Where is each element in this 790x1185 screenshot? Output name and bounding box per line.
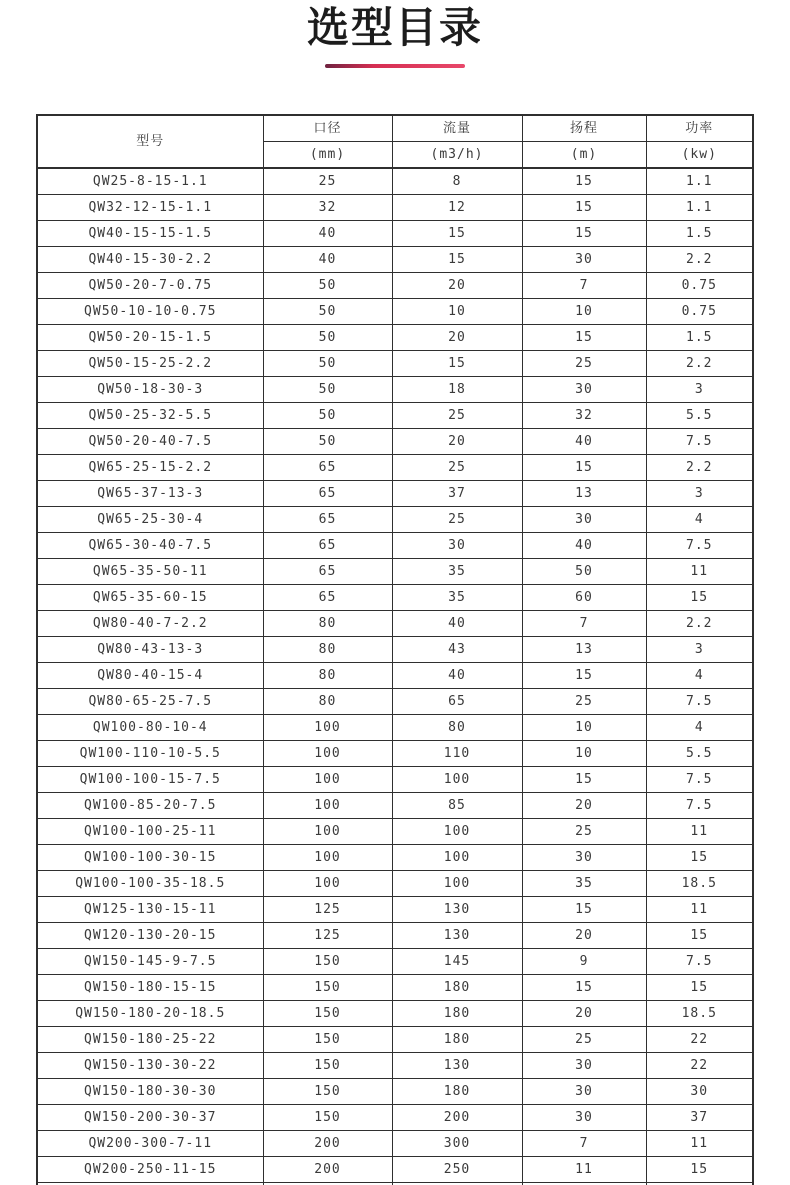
table-row xyxy=(37,975,753,1001)
cell-power: 0.75 xyxy=(646,273,753,299)
cell-model: QW100-110-10-5.5 xyxy=(37,741,263,767)
table-row xyxy=(37,1001,753,1027)
table-row xyxy=(37,923,753,949)
cell-diameter: 100 xyxy=(263,715,392,741)
cell-diameter: 100 xyxy=(263,767,392,793)
cell-head: 30 xyxy=(522,845,646,871)
cell-head: 15 xyxy=(522,663,646,689)
table-row xyxy=(37,481,753,507)
cell-diameter: 65 xyxy=(263,507,392,533)
cell-power: 2.2 xyxy=(646,351,753,377)
column-unit-head: (m) xyxy=(522,142,646,169)
cell-model: QW100-100-25-11 xyxy=(37,819,263,845)
cell-model: QW150-180-15-15 xyxy=(37,975,263,1001)
cell-diameter: 150 xyxy=(263,949,392,975)
cell-model: QW65-37-13-3 xyxy=(37,481,263,507)
table-row xyxy=(37,793,753,819)
cell-power: 3 xyxy=(646,637,753,663)
cell-power: 22 xyxy=(646,1053,753,1079)
table-row xyxy=(37,429,753,455)
cell-head: 11 xyxy=(522,1157,646,1183)
table-row xyxy=(37,689,753,715)
cell-head: 25 xyxy=(522,351,646,377)
cell-model: QW200-250-11-15 xyxy=(37,1157,263,1183)
cell-head: 10 xyxy=(522,299,646,325)
cell-diameter: 80 xyxy=(263,611,392,637)
cell-model: QW125-130-15-11 xyxy=(37,897,263,923)
cell-diameter: 65 xyxy=(263,559,392,585)
table-row xyxy=(37,897,753,923)
cell-power: 11 xyxy=(646,1131,753,1157)
column-header-flow: 流量 xyxy=(392,115,522,142)
cell-head: 15 xyxy=(522,168,646,195)
cell-flow: 100 xyxy=(392,871,522,897)
cell-head: 15 xyxy=(522,455,646,481)
cell-model: QW150-180-25-22 xyxy=(37,1027,263,1053)
cell-diameter: 150 xyxy=(263,975,392,1001)
cell-model: QW65-35-60-15 xyxy=(37,585,263,611)
cell-head: 7 xyxy=(522,1131,646,1157)
cell-power: 11 xyxy=(646,819,753,845)
cell-power: 1.1 xyxy=(646,168,753,195)
column-header-diameter: 口径 xyxy=(263,115,392,142)
cell-power: 11 xyxy=(646,897,753,923)
table-row xyxy=(37,819,753,845)
cell-head: 30 xyxy=(522,1053,646,1079)
cell-diameter: 125 xyxy=(263,923,392,949)
cell-power: 0.75 xyxy=(646,299,753,325)
table-row xyxy=(37,1053,753,1079)
cell-power: 7.5 xyxy=(646,793,753,819)
cell-power: 15 xyxy=(646,1157,753,1183)
cell-head: 30 xyxy=(522,1079,646,1105)
table-row xyxy=(37,325,753,351)
cell-power: 7.5 xyxy=(646,949,753,975)
cell-head: 15 xyxy=(522,325,646,351)
cell-head: 7 xyxy=(522,611,646,637)
cell-flow: 15 xyxy=(392,247,522,273)
cell-diameter: 25 xyxy=(263,168,392,195)
cell-model: QW150-180-30-30 xyxy=(37,1079,263,1105)
cell-head: 7 xyxy=(522,273,646,299)
cell-power: 4 xyxy=(646,663,753,689)
cell-power: 5.5 xyxy=(646,741,753,767)
cell-head: 25 xyxy=(522,689,646,715)
cell-diameter: 50 xyxy=(263,299,392,325)
cell-diameter: 100 xyxy=(263,793,392,819)
table-row xyxy=(37,611,753,637)
cell-head: 25 xyxy=(522,819,646,845)
cell-head: 13 xyxy=(522,481,646,507)
cell-flow: 37 xyxy=(392,481,522,507)
cell-power: 18.5 xyxy=(646,871,753,897)
cell-power: 11 xyxy=(646,559,753,585)
cell-head: 30 xyxy=(522,377,646,403)
cell-power: 4 xyxy=(646,715,753,741)
cell-diameter: 80 xyxy=(263,663,392,689)
cell-diameter: 125 xyxy=(263,897,392,923)
cell-model: QW40-15-30-2.2 xyxy=(37,247,263,273)
table-row xyxy=(37,403,753,429)
cell-diameter: 65 xyxy=(263,533,392,559)
cell-flow: 20 xyxy=(392,325,522,351)
cell-model: QW50-15-25-2.2 xyxy=(37,351,263,377)
cell-power: 37 xyxy=(646,1105,753,1131)
cell-diameter: 150 xyxy=(263,1001,392,1027)
cell-flow: 130 xyxy=(392,897,522,923)
table-row xyxy=(37,351,753,377)
cell-diameter: 100 xyxy=(263,845,392,871)
cell-flow: 20 xyxy=(392,273,522,299)
table-row xyxy=(37,715,753,741)
cell-model: QW25-8-15-1.1 xyxy=(37,168,263,195)
cell-head: 35 xyxy=(522,871,646,897)
cell-model: QW100-100-30-15 xyxy=(37,845,263,871)
cell-power: 15 xyxy=(646,845,753,871)
cell-power: 3 xyxy=(646,481,753,507)
cell-flow: 10 xyxy=(392,299,522,325)
cell-head: 10 xyxy=(522,715,646,741)
cell-flow: 43 xyxy=(392,637,522,663)
cell-model: QW32-12-15-1.1 xyxy=(37,195,263,221)
cell-model: QW80-43-13-3 xyxy=(37,637,263,663)
column-unit-diameter: (mm) xyxy=(263,142,392,169)
cell-power: 7.5 xyxy=(646,689,753,715)
cell-flow: 100 xyxy=(392,845,522,871)
cell-power: 7.5 xyxy=(646,767,753,793)
cell-model: QW150-180-20-18.5 xyxy=(37,1001,263,1027)
cell-flow: 300 xyxy=(392,1131,522,1157)
cell-flow: 15 xyxy=(392,221,522,247)
cell-diameter: 50 xyxy=(263,325,392,351)
cell-model: QW150-130-30-22 xyxy=(37,1053,263,1079)
cell-diameter: 150 xyxy=(263,1053,392,1079)
table-body xyxy=(37,168,753,1183)
table-row xyxy=(37,845,753,871)
cell-flow: 180 xyxy=(392,1001,522,1027)
cell-flow: 130 xyxy=(392,1053,522,1079)
column-unit-flow: (m3/h) xyxy=(392,142,522,169)
cell-power: 7.5 xyxy=(646,429,753,455)
cell-power: 4 xyxy=(646,507,753,533)
cell-power: 15 xyxy=(646,923,753,949)
cell-model: QW50-20-15-1.5 xyxy=(37,325,263,351)
cell-diameter: 200 xyxy=(263,1131,392,1157)
cell-power: 15 xyxy=(646,975,753,1001)
cell-flow: 30 xyxy=(392,533,522,559)
table-row xyxy=(37,507,753,533)
table-row xyxy=(37,1079,753,1105)
column-header-head: 扬程 xyxy=(522,115,646,142)
table-row xyxy=(37,663,753,689)
table-header xyxy=(37,115,753,168)
cell-power: 5.5 xyxy=(646,403,753,429)
cell-power: 2.2 xyxy=(646,611,753,637)
table-row xyxy=(37,1027,753,1053)
cell-head: 25 xyxy=(522,1027,646,1053)
cell-flow: 40 xyxy=(392,663,522,689)
cell-diameter: 65 xyxy=(263,455,392,481)
cell-power: 15 xyxy=(646,585,753,611)
cell-flow: 65 xyxy=(392,689,522,715)
cell-model: QW100-80-10-4 xyxy=(37,715,263,741)
cell-model: QW50-20-7-0.75 xyxy=(37,273,263,299)
cell-power: 30 xyxy=(646,1079,753,1105)
cell-model: QW120-130-20-15 xyxy=(37,923,263,949)
cell-power: 18.5 xyxy=(646,1001,753,1027)
cell-flow: 25 xyxy=(392,455,522,481)
cell-flow: 180 xyxy=(392,975,522,1001)
cell-model: QW80-65-25-7.5 xyxy=(37,689,263,715)
cell-flow: 15 xyxy=(392,351,522,377)
cell-model: QW50-10-10-0.75 xyxy=(37,299,263,325)
cell-diameter: 80 xyxy=(263,689,392,715)
table-row xyxy=(37,637,753,663)
cell-head: 10 xyxy=(522,741,646,767)
cell-diameter: 32 xyxy=(263,195,392,221)
table-row xyxy=(37,533,753,559)
cell-head: 30 xyxy=(522,247,646,273)
cell-flow: 20 xyxy=(392,429,522,455)
cell-model: QW50-18-30-3 xyxy=(37,377,263,403)
cell-power: 1.5 xyxy=(646,325,753,351)
table-row xyxy=(37,299,753,325)
cell-flow: 35 xyxy=(392,585,522,611)
table-row xyxy=(37,1131,753,1157)
cell-model: QW40-15-15-1.5 xyxy=(37,221,263,247)
table-row xyxy=(37,247,753,273)
cell-head: 20 xyxy=(522,793,646,819)
column-header-model: 型号 xyxy=(37,115,263,168)
cell-diameter: 50 xyxy=(263,377,392,403)
table-row xyxy=(37,377,753,403)
cell-diameter: 50 xyxy=(263,273,392,299)
cell-head: 20 xyxy=(522,1001,646,1027)
cell-power: 2.2 xyxy=(646,247,753,273)
cell-head: 40 xyxy=(522,533,646,559)
cell-diameter: 100 xyxy=(263,871,392,897)
cell-diameter: 150 xyxy=(263,1105,392,1131)
cell-flow: 180 xyxy=(392,1027,522,1053)
cell-model: QW80-40-15-4 xyxy=(37,663,263,689)
cell-flow: 25 xyxy=(392,403,522,429)
cell-head: 15 xyxy=(522,897,646,923)
cell-diameter: 100 xyxy=(263,741,392,767)
cell-flow: 18 xyxy=(392,377,522,403)
cell-power: 1.1 xyxy=(646,195,753,221)
cell-head: 40 xyxy=(522,429,646,455)
cell-model: QW80-40-7-2.2 xyxy=(37,611,263,637)
cell-model: QW65-25-15-2.2 xyxy=(37,455,263,481)
cell-diameter: 100 xyxy=(263,819,392,845)
cell-diameter: 200 xyxy=(263,1157,392,1183)
cell-head: 13 xyxy=(522,637,646,663)
cell-head: 9 xyxy=(522,949,646,975)
cell-head: 15 xyxy=(522,767,646,793)
cell-model: QW150-145-9-7.5 xyxy=(37,949,263,975)
cell-diameter: 65 xyxy=(263,585,392,611)
cell-power: 2.2 xyxy=(646,455,753,481)
table-row xyxy=(37,273,753,299)
table-row xyxy=(37,871,753,897)
table-row xyxy=(37,949,753,975)
cell-head: 15 xyxy=(522,221,646,247)
selection-table xyxy=(36,114,754,1185)
cell-flow: 180 xyxy=(392,1079,522,1105)
cell-model: QW50-25-32-5.5 xyxy=(37,403,263,429)
cell-power: 3 xyxy=(646,377,753,403)
cell-head: 30 xyxy=(522,507,646,533)
cell-model: QW100-100-15-7.5 xyxy=(37,767,263,793)
cell-power: 1.5 xyxy=(646,221,753,247)
cell-head: 60 xyxy=(522,585,646,611)
table-row xyxy=(37,767,753,793)
cell-power: 22 xyxy=(646,1027,753,1053)
table-row xyxy=(37,455,753,481)
table-row xyxy=(37,1157,753,1183)
cell-head: 50 xyxy=(522,559,646,585)
cell-model: QW50-20-40-7.5 xyxy=(37,429,263,455)
cell-flow: 145 xyxy=(392,949,522,975)
cell-diameter: 150 xyxy=(263,1079,392,1105)
column-header-power: 功率 xyxy=(646,115,753,142)
table-row xyxy=(37,195,753,221)
title-underline xyxy=(325,64,465,68)
cell-model: QW65-30-40-7.5 xyxy=(37,533,263,559)
cell-diameter: 50 xyxy=(263,429,392,455)
cell-power: 7.5 xyxy=(646,533,753,559)
cell-model: QW200-300-7-11 xyxy=(37,1131,263,1157)
cell-diameter: 80 xyxy=(263,637,392,663)
cell-flow: 25 xyxy=(392,507,522,533)
cell-diameter: 65 xyxy=(263,481,392,507)
table-row xyxy=(37,741,753,767)
cell-flow: 12 xyxy=(392,195,522,221)
cell-flow: 100 xyxy=(392,819,522,845)
cell-diameter: 40 xyxy=(263,221,392,247)
cell-flow: 110 xyxy=(392,741,522,767)
table-row xyxy=(37,585,753,611)
column-unit-power: (kw) xyxy=(646,142,753,169)
table-row xyxy=(37,168,753,195)
cell-diameter: 40 xyxy=(263,247,392,273)
cell-flow: 40 xyxy=(392,611,522,637)
page-title: 选型目录 xyxy=(306,4,483,51)
cell-head: 15 xyxy=(522,195,646,221)
cell-flow: 8 xyxy=(392,168,522,195)
cell-model: QW100-100-35-18.5 xyxy=(37,871,263,897)
cell-diameter: 50 xyxy=(263,351,392,377)
cell-model: QW150-200-30-37 xyxy=(37,1105,263,1131)
cell-flow: 200 xyxy=(392,1105,522,1131)
cell-flow: 85 xyxy=(392,793,522,819)
cell-diameter: 150 xyxy=(263,1027,392,1053)
cell-head: 32 xyxy=(522,403,646,429)
cell-model: QW100-85-20-7.5 xyxy=(37,793,263,819)
cell-model: QW65-25-30-4 xyxy=(37,507,263,533)
cell-head: 20 xyxy=(522,923,646,949)
cell-flow: 100 xyxy=(392,767,522,793)
cell-flow: 80 xyxy=(392,715,522,741)
cell-diameter: 50 xyxy=(263,403,392,429)
table-row xyxy=(37,559,753,585)
header-label-row xyxy=(37,115,753,142)
cell-flow: 130 xyxy=(392,923,522,949)
cell-head: 15 xyxy=(522,975,646,1001)
table-row xyxy=(37,1105,753,1131)
cell-head: 30 xyxy=(522,1105,646,1131)
cell-model: QW65-35-50-11 xyxy=(37,559,263,585)
cell-flow: 35 xyxy=(392,559,522,585)
cell-flow: 250 xyxy=(392,1157,522,1183)
table-row xyxy=(37,221,753,247)
